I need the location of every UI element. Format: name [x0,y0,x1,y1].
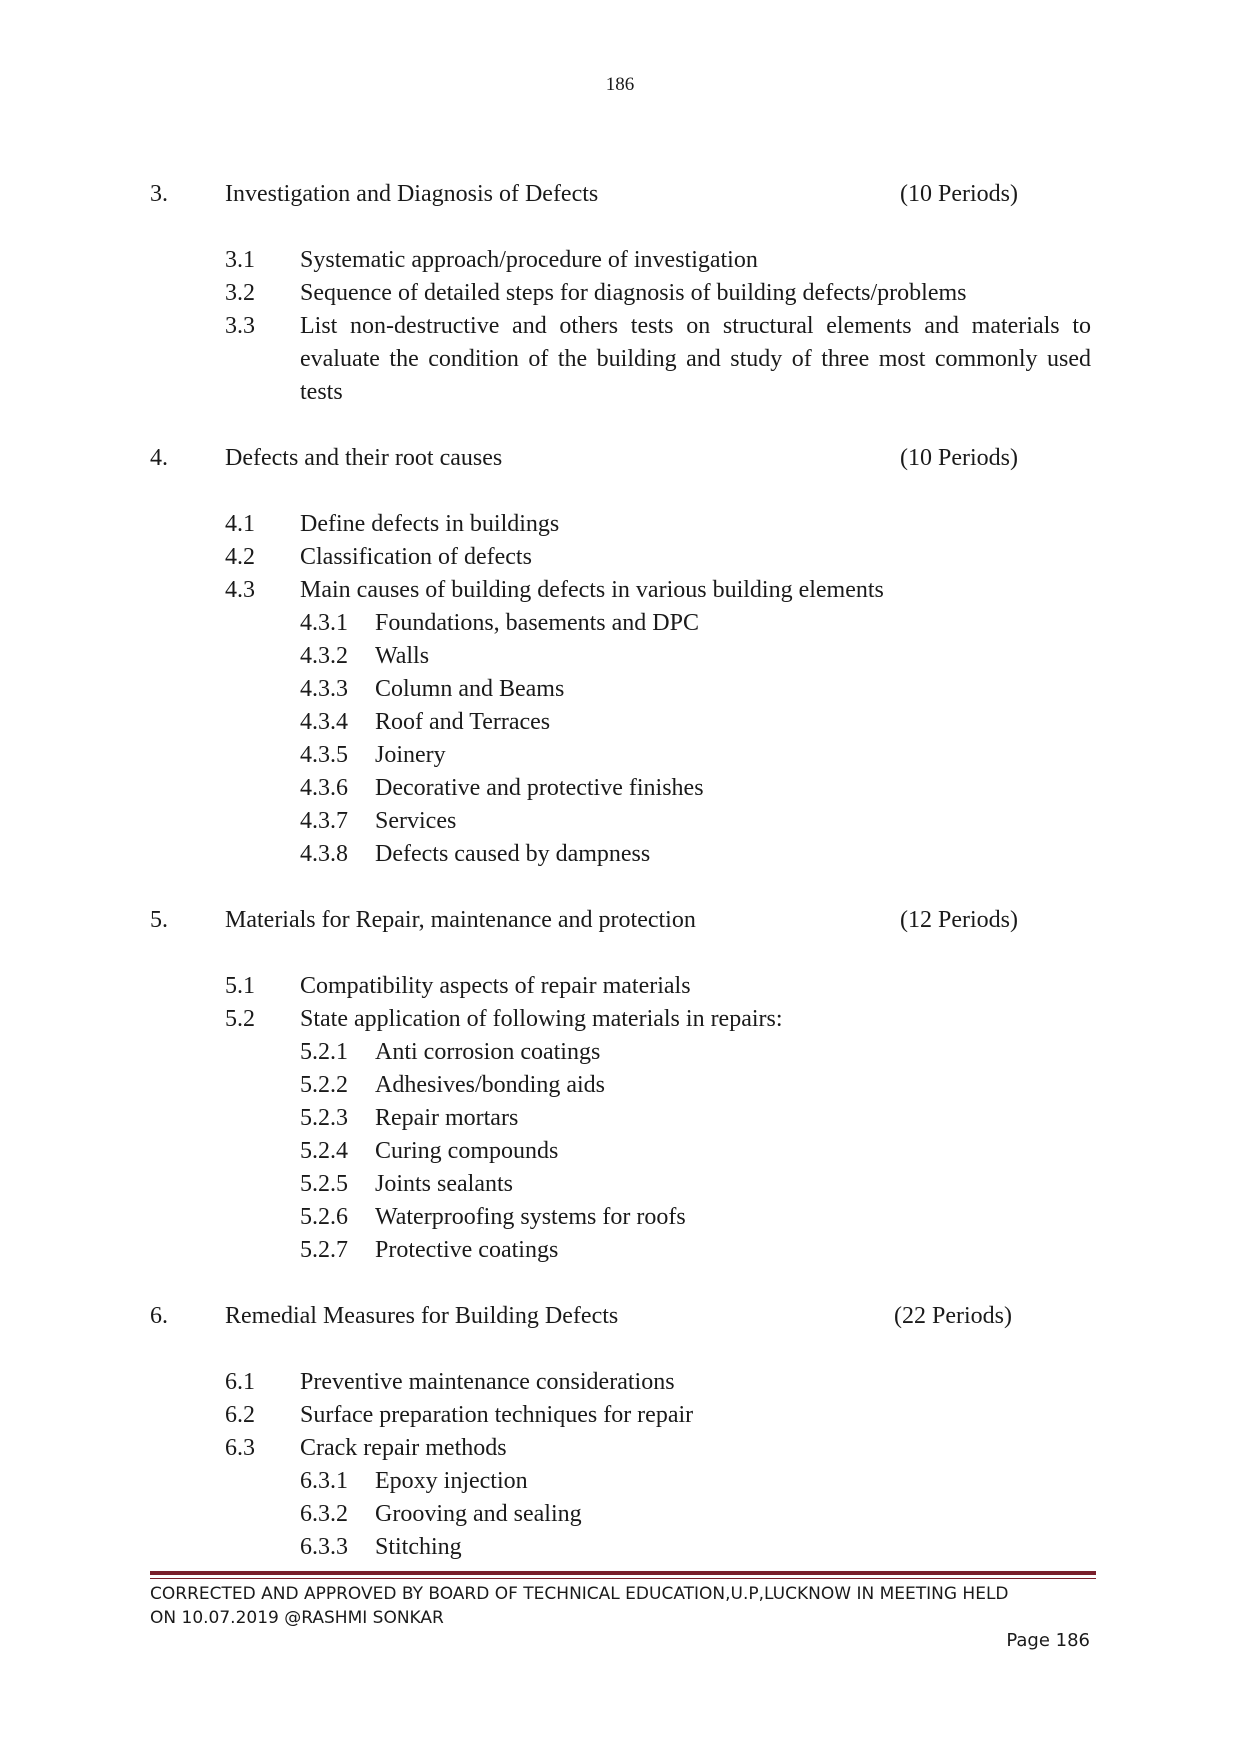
sub-item-text: Joints sealants [375,1171,513,1197]
item-number: 6.2 [225,1402,255,1428]
item-number: 5.1 [225,973,255,999]
page-number-top: 186 [605,74,635,95]
footer-line-1: CORRECTED AND APPROVED BY BOARD OF TECHNICAL EDUCATION,U.P,LUCKNOW IN MEETING HELD [150,1584,1009,1604]
sub-item-text: Epoxy injection [375,1468,528,1494]
sub-item-number: 5.2.4 [300,1138,348,1164]
list-item [150,1399,1090,1432]
item-text: Crack repair methods [300,1435,507,1461]
item-number: 3.3 [225,313,255,339]
sub-item-text: Protective coatings [375,1237,559,1263]
sub-item-text: Decorative and protective finishes [375,775,704,801]
section-title: Defects and their root causes [225,445,503,471]
sub-item-number: 4.3.2 [300,643,348,669]
list-item [150,244,1090,277]
sub-list-item [150,1036,1090,1069]
list-item [150,541,1090,574]
item-number: 3.1 [225,247,255,273]
sub-item-text: Defects caused by dampness [375,841,651,867]
list-item [150,574,1090,607]
list-item [150,277,1090,310]
sub-item-number: 6.3.3 [300,1534,348,1560]
sub-list-item [150,1135,1090,1168]
syllabus-content [150,178,1090,1564]
sub-item-text: Walls [375,643,430,669]
section-periods: (10 Periods) [900,445,1018,471]
sub-list-item [150,1168,1090,1201]
sub-item-number: 4.3.4 [300,709,348,735]
sub-item-text: Joinery [375,742,446,768]
item-number: 5.2 [225,1006,255,1032]
sub-list-item [150,1234,1090,1267]
sub-item-number: 5.2.2 [300,1072,348,1098]
list-item [150,1432,1090,1465]
item-text: Classification of defects [300,544,532,570]
sub-list-item [150,1102,1090,1135]
sub-item-text: Waterproofing systems for roofs [375,1204,686,1230]
sub-item-number: 4.3.6 [300,775,348,801]
section-number: 4. [150,445,168,471]
item-number: 6.3 [225,1435,255,1461]
sub-item-number: 6.3.2 [300,1501,348,1527]
item-text: Preventive maintenance considerations [300,1369,675,1395]
item-number: 3.2 [225,280,255,306]
section-title: Investigation and Diagnosis of Defects [225,181,599,207]
section-heading [150,904,1090,937]
item-number: 4.1 [225,511,255,537]
sub-item-number: 4.3.8 [300,841,348,867]
sub-item-number: 5.2.7 [300,1237,348,1263]
sub-list-item [150,1531,1090,1564]
item-text: Sequence of detailed steps for diagnosis of building defects/problems [300,280,967,306]
sub-item-number: 5.2.6 [300,1204,348,1230]
item-text: Compatibility aspects of repair materials [300,973,691,999]
sub-item-number: 4.3.1 [300,610,348,636]
item-text: Systematic approach/procedure of investigation [300,247,758,273]
section-title: Materials for Repair, maintenance and protection [225,907,696,933]
sub-list-item [150,1465,1090,1498]
item-text: Main causes of building defects in various building elements [300,577,884,603]
sub-item-number: 4.3.5 [300,742,348,768]
section-heading [150,1300,1090,1333]
sub-item-number: 4.3.3 [300,676,348,702]
sub-item-text: Stitching [375,1534,462,1560]
list-item [150,1366,1090,1399]
sub-list-item [150,1069,1090,1102]
sub-item-text: Adhesives/bonding aids [375,1072,605,1098]
item-number: 6.1 [225,1369,255,1395]
sub-list-item [150,838,1090,871]
sub-item-text: Repair mortars [375,1105,519,1131]
section-title: Remedial Measures for Building Defects [225,1303,619,1329]
footer-note [150,1582,1096,1630]
sub-item-text: Curing compounds [375,1138,559,1164]
sub-item-text: Column and Beams [375,676,565,702]
section-number: 6. [150,1303,168,1329]
sub-item-number: 5.2.5 [300,1171,348,1197]
section-number: 3. [150,181,168,207]
section-periods: (12 Periods) [900,907,1018,933]
section-periods: (22 Periods) [894,1303,1012,1329]
item-number: 4.3 [225,577,255,603]
sub-list-item [150,607,1090,640]
section-heading [150,178,1090,211]
sub-item-text: Services [375,808,457,834]
page-label: Page 186 [1006,1630,1090,1651]
list-item [150,970,1090,1003]
item-text: List non-destructive and others tests on structural elements and materials to evaluate the condition of the building and study of three most commonly used tests [300,313,1091,405]
sub-item-number: 4.3.7 [300,808,348,834]
item-number: 4.2 [225,544,255,570]
sub-list-item [150,706,1090,739]
sub-list-item [150,772,1090,805]
section-number: 5. [150,907,168,933]
sub-item-number: 6.3.1 [300,1468,348,1494]
sub-item-text: Roof and Terraces [375,709,551,735]
item-text: State application of following materials in repairs: [300,1006,783,1032]
sub-item-number: 5.2.1 [300,1039,348,1065]
sub-item-number: 5.2.3 [300,1105,348,1131]
section-heading [150,442,1090,475]
sub-list-item [150,805,1090,838]
sub-item-text: Foundations, basements and DPC [375,610,699,636]
list-item [150,1003,1090,1036]
section-periods: (10 Periods) [900,181,1018,207]
list-item [150,310,1090,409]
list-item [150,508,1090,541]
item-text: Define defects in buildings [300,511,560,537]
sub-list-item [150,673,1090,706]
footer-rule-thin [150,1578,1096,1579]
sub-item-text: Anti corrosion coatings [375,1039,601,1065]
sub-list-item [150,739,1090,772]
sub-list-item [150,1201,1090,1234]
sub-list-item [150,640,1090,673]
sub-item-text: Grooving and sealing [375,1501,582,1527]
footer-rule [150,1571,1096,1575]
sub-list-item [150,1498,1090,1531]
item-text: Surface preparation techniques for repair [300,1402,694,1428]
footer-line-2: ON 10.07.2019 @RASHMI SONKAR [150,1608,444,1628]
